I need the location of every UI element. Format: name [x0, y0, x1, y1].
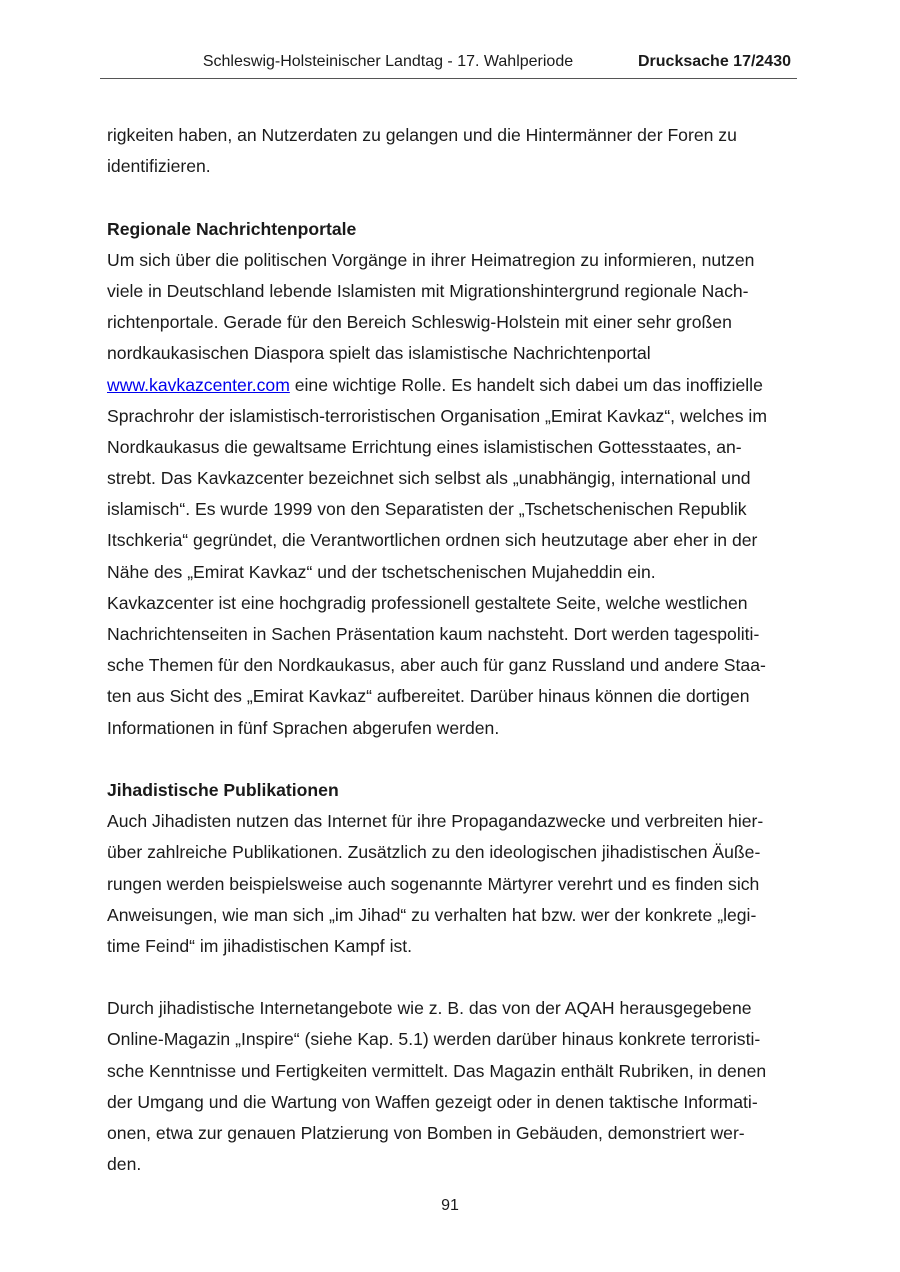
header-title: Schleswig-Holsteinischer Landtag - 17. Wahlperiode [202, 53, 574, 70]
text-line: sche Kenntnisse und Fertigkeiten vermittelt. Das Magazin enthält Rubriken, in denen [107, 1060, 767, 1081]
text-line: Um sich über die politischen Vorgänge in ihrer Heimatregion zu informieren, nutzen [107, 249, 755, 270]
text-line: identifizieren. [107, 156, 211, 177]
text-line: Sprachrohr der islamistisch-terroristischen Organisation „Emirat Kavkaz“, welches im [107, 405, 767, 426]
text-line: Nähe des „Emirat Kavkaz“ und der tschetschenischen Mujaheddin ein. [107, 561, 656, 582]
text-line: ten aus Sicht des „Emirat Kavkaz“ aufbereitet. Darüber hinaus können die dortigen [107, 686, 750, 707]
section-heading-regional: Regionale Nachrichtenportale [107, 218, 357, 239]
page-number: 91 [441, 1197, 459, 1214]
text-line: Anweisungen, wie man sich „im Jihad“ zu verhalten hat bzw. wer der konkrete „legi- [107, 904, 757, 925]
text-line-with-link [107, 370, 791, 401]
text-line: Online-Magazin „Inspire“ (siehe Kap. 5.1) werden darüber hinaus konkrete terroristi- [107, 1029, 761, 1050]
text-line: den. [107, 1154, 142, 1175]
text-line: islamisch“. Es wurde 1999 von den Separatisten der „Tschetschenischen Republik [107, 499, 747, 520]
text-line: Informationen in fünf Sprachen abgerufen werden. [107, 717, 500, 738]
page-header [100, 53, 797, 79]
text-line: über zahlreiche Publikationen. Zusätzlich zu den ideologischen jihadistischen Äuße- [107, 842, 761, 863]
document-body [107, 120, 791, 1180]
text-line: Nordkaukasus die gewaltsame Errichtung eines islamistischen Gottesstaates, an- [107, 436, 742, 457]
text-line: Itschkeria“ gegründet, die Verantwortlichen ordnen sich heutzutage aber eher in der [107, 530, 758, 551]
kavkazcenter-link[interactable]: www.kavkazcenter.com [107, 374, 290, 395]
text-line: sche Themen für den Nordkaukasus, aber auch für ganz Russland und andere Staa- [107, 655, 766, 676]
text-line: Kavkazcenter ist eine hochgradig professionell gestaltete Seite, welche westlichen [107, 592, 748, 613]
text-line: nordkaukasischen Diaspora spielt das islamistische Nachrichtenportal [107, 343, 651, 364]
text-line: der Umgang und die Wartung von Waffen gezeigt oder in denen taktische Informati- [107, 1091, 758, 1112]
document-number: Drucksache 17/2430 [638, 53, 791, 70]
section-heading-jihad: Jihadistische Publikationen [107, 779, 339, 800]
text-line: Auch Jihadisten nutzen das Internet für ihre Propagandazwecke und verbreiten hier- [107, 811, 764, 832]
text-line: Nachrichtenseiten in Sachen Präsentation kaum nachsteht. Dort werden tagespoliti- [107, 624, 760, 644]
text-line: rungen werden beispielsweise auch sogenannte Märtyrer verehrt und es finden sich [107, 873, 760, 894]
text-line: time Feind“ im jihadistischen Kampf ist. [107, 935, 413, 956]
text-line: richtenportale. Gerade für den Bereich Schleswig-Holstein mit einer sehr großen [107, 312, 732, 333]
text-line: viele in Deutschland lebende Islamisten mit Migrationshintergrund regionale Nach- [107, 280, 749, 301]
text-line: strebt. Das Kavkazcenter bezeichnet sich selbst als „unabhängig, international und [107, 468, 751, 489]
text-fragment: eine wichtige Rolle. Es handelt sich dabei um das inoffizielle [289, 374, 763, 395]
text-line: Durch jihadistische Internetangebote wie z. B. das von der AQAH herausgegebene [107, 998, 752, 1019]
text-line: rigkeiten haben, an Nutzerdaten zu gelangen und die Hintermänner der Foren zu [107, 125, 737, 145]
text-line: onen, etwa zur genauen Platzierung von Bomben in Gebäuden, demonstriert wer- [107, 1123, 745, 1143]
